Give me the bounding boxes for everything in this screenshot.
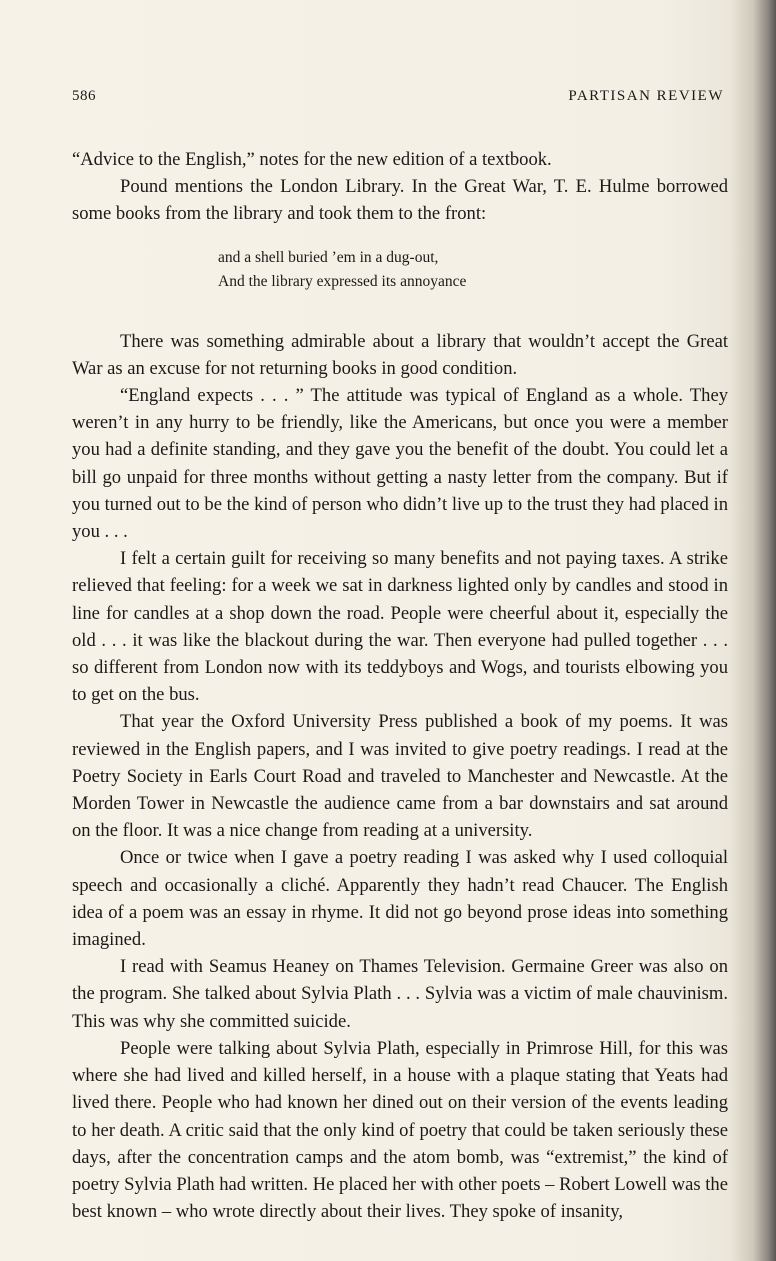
paragraph: There was something admirable about a library that wouldn’t accept the Great War as an excuse for not returning books in good condition. [72,330,728,379]
paragraph: I read with Seamus Heaney on Thames Television. Germaine Greer was also on the program. She talked about Sylvia Plath . . . Sylvia was a victim of male chauvinism. This was why she committed suicide. [72,956,728,1032]
verse-quotation [218,246,728,294]
page-number: 586 [72,88,96,104]
verse-line: and a shell buried ’em in a dug-out, [218,248,439,266]
paragraph: “Advice to the English,” notes for the new edition of a textbook. [72,149,552,170]
paragraph: That year the Oxford University Press published a book of my poems. It was reviewed in the English papers, and I was invited to give poetry readings. I read at the Poetry Society in Earls Court Road and traveled to Manchester and Newcastle. At the Morden Tower in Newcastle the audience came from a bar downstairs and sat around on the floor. It was a nice change from reading at a university. [72,711,728,842]
page-header [72,88,724,112]
running-head: PARTISAN REVIEW [568,88,724,104]
paragraph: Once or twice when I gave a poetry reading I was asked why I used colloquial speech and occasionally a cliché. Apparently they hadn’t read Chaucer. The English idea of a poem was an essay in rhyme. It did not go beyond prose ideas into something imagined. [72,847,728,951]
paragraph: “England expects . . . ” The attitude was typical of England as a whole. They weren’t in any hurry to be friendly, like the Americans, but once you were a member you had a definite standing, and they gave you the benefit of the doubt. You could let a bill go unpaid for three months without getting a nasty letter from the company. But if you turned out to be the kind of person who didn’t live up to the trust they had placed in you . . . [72,385,728,543]
paragraph: People were talking about Sylvia Plath, especially in Primrose Hill, for this was where she had lived and killed herself, in a house with a plaque stating that Yeats had lived there. People who had known her dined out on their version of the events leading to her death. A critic said that the only kind of poetry that could be taken seriously these days, after the concentration camps and the atom bomb, was “extremist,” the kind of poetry Sylvia Plath had written. He placed her with other poets – Robert Lowell was the best known – who wrote directly about their lives. They spoke of insanity, [72,1037,728,1223]
paragraph: I felt a certain guilt for receiving so many benefits and not paying taxes. A strike relieved that feeling: for a week we sat in darkness lighted only by candles and stood in line for candles at a shop down the road. People were cheerful about it, especially the old . . . it was like the blackout during the war. Then everyone had pulled together . . . so different from London now with its teddyboys and Wogs, and tourists elbowing you to get on the bus. [72,548,728,706]
body-text [72,146,728,1225]
paragraph: Pound mentions the London Library. In the Great War, T. E. Hulme borrowed some books from the library and took them to the front: [72,176,728,225]
section-spacer [72,312,728,328]
verse-line: And the library expressed its annoyance [218,272,467,290]
